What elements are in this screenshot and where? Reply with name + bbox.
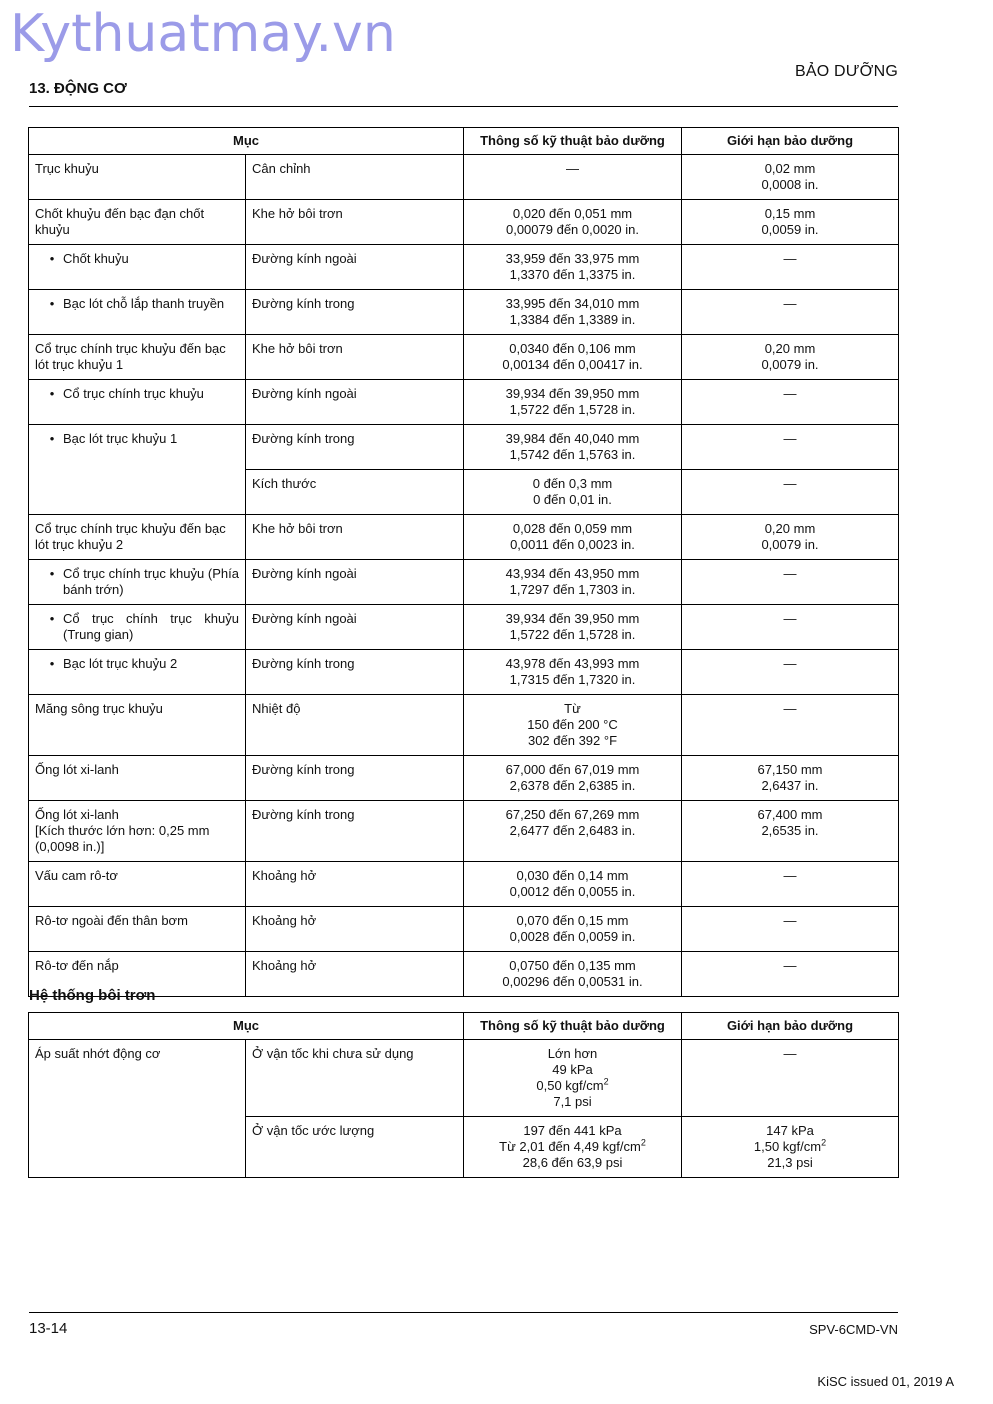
- value-line: 0,00296 đến 0,00531 in.: [502, 974, 643, 989]
- value-line: 0,20 mm: [764, 521, 816, 536]
- param-cell: [246, 907, 464, 952]
- table-row: [29, 1040, 899, 1117]
- value-line: 2,6477 đến 2,6483 in.: [509, 823, 636, 838]
- value-line: —: [783, 431, 797, 446]
- limit-cell: [682, 290, 899, 335]
- value-line: 0,030 đến 0,14 mm: [516, 868, 629, 883]
- chapter-title: 13. ĐỘNG CƠ: [29, 80, 127, 97]
- value-line: 2,6378 đến 2,6385 in.: [509, 778, 636, 793]
- value-line: 67,250 đến 67,269 mm: [505, 807, 640, 822]
- value-line: —: [783, 611, 797, 626]
- header-limit: Giới hạn bảo dưỡng: [682, 128, 899, 155]
- value-line: Lớn hơn: [547, 1046, 598, 1061]
- item-cell: [29, 801, 246, 862]
- value-line: —: [566, 161, 579, 176]
- value-line: 67,400 mm: [757, 807, 823, 822]
- table-row: [29, 801, 899, 862]
- table-row: [29, 756, 899, 801]
- table-row: [29, 862, 899, 907]
- spec-cell: [464, 470, 682, 515]
- value-line: 0,02 mm: [764, 161, 816, 176]
- param-label: Đường kính ngoài: [252, 251, 357, 266]
- bullet-item: [35, 251, 239, 267]
- item-cell: [29, 605, 246, 650]
- value-line: 0,0079 in.: [761, 357, 819, 372]
- table-row: [29, 380, 899, 425]
- limit-cell: [682, 560, 899, 605]
- document-code: SPV-6CMD-VN: [809, 1322, 898, 1337]
- param-label: Đường kính trong: [252, 431, 355, 446]
- value-line: 39,984 đến 40,040 mm: [505, 431, 640, 446]
- item-label: Ống lót xi-lanh [Kích thước lớn hơn: 0,25 mm (0,0098 in.)]: [35, 807, 210, 854]
- param-label: Đường kính ngoài: [252, 386, 357, 401]
- param-cell: [246, 952, 464, 997]
- item-cell: [29, 200, 246, 245]
- section-title: BẢO DƯỠNG: [795, 63, 898, 80]
- value-line: 1,3384 đến 1,3389 in.: [509, 312, 636, 327]
- page-number: 13-14: [29, 1320, 68, 1337]
- param-label: Khe hở bôi trơn: [252, 521, 343, 536]
- item-label: Áp suất nhớt động cơ: [35, 1046, 161, 1061]
- value-line: 39,934 đến 39,950 mm: [505, 611, 640, 626]
- param-cell: [246, 245, 464, 290]
- table-header-row: [29, 128, 899, 155]
- param-cell: [246, 1117, 464, 1178]
- item-cell: [29, 1040, 246, 1178]
- bullet-item: [35, 566, 239, 598]
- limit-cell: [682, 425, 899, 470]
- spec-cell: [464, 200, 682, 245]
- bullet-icon: •: [49, 566, 55, 581]
- table-row: [29, 290, 899, 335]
- value-line: 33,959 đến 33,975 mm: [505, 251, 640, 266]
- limit-cell: [682, 952, 899, 997]
- value-line: 0 đến 0,01 in.: [533, 492, 612, 507]
- value-line: —: [783, 1046, 797, 1061]
- value-line: 2,6535 in.: [761, 823, 819, 838]
- item-cell: [29, 907, 246, 952]
- spec-cell: [464, 756, 682, 801]
- value-line: 1,7297 đến 1,7303 in.: [509, 582, 636, 597]
- table-row: [29, 952, 899, 997]
- item-cell: [29, 756, 246, 801]
- value-line: —: [783, 701, 797, 716]
- item-cell: [29, 862, 246, 907]
- value-line: —: [783, 868, 797, 883]
- limit-cell: [682, 862, 899, 907]
- value-line: 67,150 mm: [757, 762, 823, 777]
- limit-cell: [682, 200, 899, 245]
- bullet-icon: •: [49, 611, 55, 626]
- item-label: Chốt khuỷu: [63, 251, 129, 266]
- value-line: 0 đến 0,3 mm: [532, 476, 613, 491]
- param-label: Khoảng hở: [252, 913, 317, 928]
- limit-cell: [682, 695, 899, 756]
- value-line: —: [783, 476, 797, 491]
- table-header-row: [29, 1013, 899, 1040]
- param-label: Đường kính trong: [252, 656, 355, 671]
- item-label: Rô-tơ ngoài đến thân bơm: [35, 913, 188, 928]
- item-cell: [29, 245, 246, 290]
- spec-cell: [464, 515, 682, 560]
- spec-cell: [464, 695, 682, 756]
- value-line: 0,0079 in.: [761, 537, 819, 552]
- value-line: 147 kPa: [766, 1123, 814, 1138]
- spec-cell: [464, 1040, 682, 1117]
- value-line: 302 đến 392 °F: [527, 733, 618, 748]
- spec-cell: [464, 907, 682, 952]
- item-label: Măng sông trục khuỷu: [35, 701, 163, 716]
- lubrication-section-title: Hệ thống bôi trơn: [29, 987, 156, 1004]
- bullet-icon: •: [49, 386, 55, 401]
- table-row: [29, 560, 899, 605]
- value-line: 67,000 đến 67,019 mm: [505, 762, 640, 777]
- item-label: Bạc lót trục khuỷu 2: [63, 656, 178, 671]
- item-label: Cổ trục chính trục khuỷu: [63, 386, 204, 401]
- param-label: Đường kính trong: [252, 296, 355, 311]
- param-label: Đường kính trong: [252, 807, 355, 822]
- bullet-icon: •: [49, 251, 55, 266]
- spec-cell: [464, 290, 682, 335]
- item-cell: [29, 695, 246, 756]
- param-label: Đường kính ngoài: [252, 566, 357, 581]
- value-line: —: [783, 296, 797, 311]
- limit-cell: [682, 335, 899, 380]
- item-label: Cổ trục chính trục khuỷu đến bạc lót trục khuỷu 2: [35, 521, 226, 552]
- value-line: 1,5722 đến 1,5728 in.: [509, 627, 636, 642]
- limit-cell: [682, 605, 899, 650]
- spec-cell: [464, 801, 682, 862]
- bullet-icon: •: [49, 296, 55, 311]
- param-cell: [246, 425, 464, 470]
- param-cell: [246, 335, 464, 380]
- value-line: Từ 2,01 đến 4,49 kgf/$cm^2$: [499, 1137, 646, 1154]
- value-line: 0,15 mm: [764, 206, 816, 221]
- value-line: 1,5722 đến 1,5728 in.: [509, 402, 636, 417]
- item-cell: [29, 335, 246, 380]
- table-row: [29, 695, 899, 756]
- value-line: 0,0059 in.: [761, 222, 819, 237]
- spec-cell: [464, 650, 682, 695]
- value-line: —: [783, 913, 797, 928]
- header-rule: [29, 106, 898, 107]
- value-line: —: [783, 566, 797, 581]
- bullet-item: [35, 386, 239, 402]
- header-limit: Giới hạn bảo dưỡng: [682, 1013, 899, 1040]
- param-label: Đường kính trong: [252, 762, 355, 777]
- limit-cell: [682, 470, 899, 515]
- table-row: [29, 245, 899, 290]
- spec-cell: [464, 605, 682, 650]
- param-cell: [246, 650, 464, 695]
- spec-cell: [464, 425, 682, 470]
- param-cell: [246, 1040, 464, 1117]
- value-line: 21,3 psi: [767, 1155, 813, 1170]
- value-line: 2,6437 in.: [761, 778, 819, 793]
- item-label: Rô-tơ đến nắp: [35, 958, 119, 973]
- value-line: 0,0012 đến 0,0055 in.: [509, 884, 636, 899]
- limit-cell: [682, 1117, 899, 1178]
- value-line: —: [783, 251, 797, 266]
- footer-rule: [29, 1312, 898, 1313]
- limit-cell: [682, 801, 899, 862]
- spec-cell: [464, 862, 682, 907]
- param-cell: [246, 756, 464, 801]
- value-line: 0,028 đến 0,059 mm: [512, 521, 633, 536]
- value-line: 43,978 đến 43,993 mm: [505, 656, 640, 671]
- value-line: 0,50 kgf/$cm^2$: [536, 1076, 609, 1093]
- param-cell: [246, 200, 464, 245]
- value-line: —: [783, 386, 797, 401]
- item-cell: [29, 155, 246, 200]
- bullet-icon: •: [49, 656, 55, 671]
- table-row: [29, 335, 899, 380]
- limit-cell: [682, 1040, 899, 1117]
- table-row: [29, 515, 899, 560]
- value-line: 0,00079 đến 0,0020 in.: [505, 222, 639, 237]
- param-cell: [246, 560, 464, 605]
- spec-cell: [464, 380, 682, 425]
- value-line: 39,934 đến 39,950 mm: [505, 386, 640, 401]
- value-line: —: [783, 958, 797, 973]
- lubrication-spec-table: [28, 1012, 899, 1178]
- value-line: 0,0008 in.: [761, 177, 819, 192]
- value-line: 49 kPa: [552, 1062, 593, 1077]
- value-line: 1,3370 đến 1,3375 in.: [509, 267, 636, 282]
- value-line: 197 đến 441 kPa: [523, 1123, 622, 1138]
- param-cell: [246, 470, 464, 515]
- table-row: [29, 425, 899, 470]
- param-label: Đường kính ngoài: [252, 611, 357, 626]
- value-line: 0,20 mm: [764, 341, 816, 356]
- header-spec: Thông số kỹ thuật bảo dưỡng: [464, 1013, 682, 1040]
- limit-cell: [682, 515, 899, 560]
- header-spec: Thông số kỹ thuật bảo dưỡng: [464, 128, 682, 155]
- item-label: Vấu cam rô-tơ: [35, 868, 118, 883]
- header-item: Mục: [29, 128, 464, 155]
- item-label: Cổ trục chính trục khuỷu (Trung gian): [63, 611, 239, 642]
- bullet-item: [35, 431, 239, 447]
- value-line: 150 đến 200 °C: [527, 717, 618, 732]
- item-label: Chốt khuỷu đến bạc đạn chốt khuỷu: [35, 206, 205, 237]
- limit-cell: [682, 907, 899, 952]
- spec-cell: [464, 952, 682, 997]
- value-line: 0,0340 đến 0,106 mm: [509, 341, 636, 356]
- spec-cell: [464, 155, 682, 200]
- value-line: 28,6 đến 63,9 psi: [522, 1155, 623, 1170]
- table-row: [29, 907, 899, 952]
- limit-cell: [682, 650, 899, 695]
- value-line: 7,1 psi: [553, 1094, 592, 1109]
- value-line: 0,020 đến 0,051 mm: [512, 206, 633, 221]
- param-cell: [246, 515, 464, 560]
- item-label: Bạc lót chỗ lắp thanh truyền: [63, 296, 225, 311]
- bullet-item: [35, 296, 239, 312]
- issue-note: KiSC issued 01, 2019 A: [817, 1374, 954, 1389]
- param-cell: [246, 155, 464, 200]
- item-cell: [29, 560, 246, 605]
- item-cell: [29, 425, 246, 515]
- param-label: Nhiệt độ: [252, 701, 301, 716]
- table-row: [29, 155, 899, 200]
- param-cell: [246, 605, 464, 650]
- limit-cell: [682, 380, 899, 425]
- bullet-item: [35, 656, 239, 672]
- value-line: 1,7315 đến 1,7320 in.: [509, 672, 636, 687]
- param-cell: [246, 862, 464, 907]
- value-line: 33,995 đến 34,010 mm: [505, 296, 640, 311]
- value-line: —: [783, 656, 797, 671]
- value-line: 1,50 kgf/$cm^2$: [753, 1137, 827, 1154]
- item-label: Cổ trục chính trục khuỷu (Phía bánh trớn): [63, 566, 239, 597]
- param-label: Khe hở bôi trơn: [252, 341, 343, 356]
- item-label: Cổ trục chính trục khuỷu đến bạc lót trục khuỷu 1: [35, 341, 226, 372]
- value-line: 0,0011 đến 0,0023 in.: [510, 537, 635, 552]
- watermark: Kythuatmay.vn: [10, 4, 396, 64]
- value-line: 43,934 đến 43,950 mm: [505, 566, 640, 581]
- param-label: Khe hở bôi trơn: [252, 206, 343, 221]
- param-label: Ở vận tốc khi chưa sử dụng: [252, 1046, 414, 1061]
- limit-cell: [682, 245, 899, 290]
- value-line: 0,0028 đến 0,0059 in.: [509, 929, 636, 944]
- spec-cell: [464, 560, 682, 605]
- param-cell: [246, 290, 464, 335]
- limit-cell: [682, 756, 899, 801]
- header-item: Mục: [29, 1013, 464, 1040]
- value-line: Từ: [564, 701, 581, 716]
- item-cell: [29, 290, 246, 335]
- value-line: 0,00134 đến 0,00417 in.: [502, 357, 643, 372]
- limit-cell: [682, 155, 899, 200]
- param-label: Ở vận tốc ước lượng: [252, 1123, 375, 1138]
- value-line: 0,0750 đến 0,135 mm: [509, 958, 636, 973]
- item-label: Trục khuỷu: [35, 161, 99, 176]
- item-cell: [29, 515, 246, 560]
- param-cell: [246, 380, 464, 425]
- item-cell: [29, 650, 246, 695]
- param-label: Khoảng hở: [252, 958, 317, 973]
- value-line: 1,5742 đến 1,5763 in.: [509, 447, 636, 462]
- param-label: Kích thước: [252, 476, 317, 491]
- engine-spec-table: [28, 127, 899, 997]
- spec-cell: [464, 1117, 682, 1178]
- param-cell: [246, 695, 464, 756]
- bullet-icon: •: [49, 431, 55, 446]
- item-label: Ống lót xi-lanh: [35, 762, 119, 777]
- table-row: [29, 605, 899, 650]
- item-label: Bạc lót trục khuỷu 1: [63, 431, 178, 446]
- table-row: [29, 200, 899, 245]
- value-line: 0,070 đến 0,15 mm: [516, 913, 629, 928]
- item-cell: [29, 380, 246, 425]
- bullet-item: [35, 611, 239, 643]
- spec-cell: [464, 335, 682, 380]
- param-label: Cân chỉnh: [252, 161, 311, 176]
- param-label: Khoảng hở: [252, 868, 317, 883]
- spec-cell: [464, 245, 682, 290]
- table-row: [29, 650, 899, 695]
- param-cell: [246, 801, 464, 862]
